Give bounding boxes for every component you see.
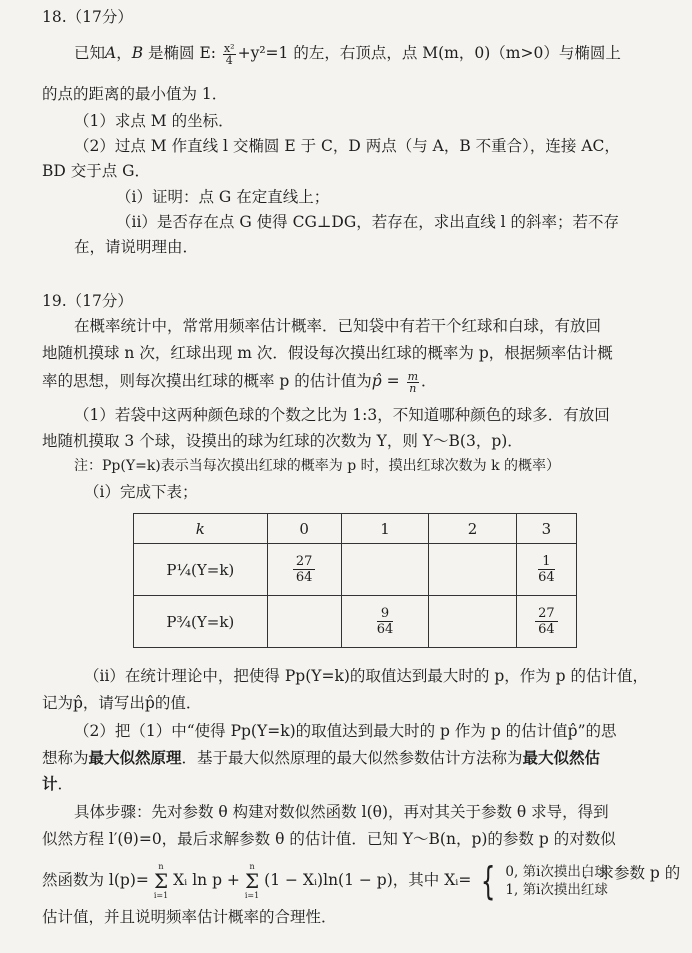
term-max-likelihood-estimation: 最大似然估 [522, 748, 601, 767]
q19-note: 注：Pp(Y=k)表示当每次摸出红球的概率为 p 时，摸出红球次数为 k 的概率） [74, 458, 561, 474]
row-label-p-three-quarter: P¾(Y=k) [134, 596, 268, 648]
q19-steps-line1: 具体步骤：先对参数 θ 构建对数似然函数 l(θ)，再对其关于参数 θ 求导，得到 [74, 803, 609, 821]
m-over-n-fraction: $\frac{m}{n}$ [407, 369, 418, 395]
table-cell: $\frac{27}{64}$ [267, 544, 341, 596]
table-cell: $\frac{27}{64}$ [516, 596, 576, 648]
table-header-cell: 0 [267, 514, 341, 544]
indicator-cases: 0, 第i次摸出白球 1, 第i次摸出红球 [505, 864, 608, 898]
q19-number: 19.（17分） [42, 292, 133, 310]
q19-part1-ii-line2: 记为p̂，请写出p̂的值． [42, 694, 202, 712]
summation-symbol: n Σ i=1 [153, 862, 169, 900]
table-row [134, 596, 577, 648]
q19-part1-ii-line1: （ii）在统计理论中，把使得 Pp(Y=k)的取值达到最大时的 p，作为 p 的估计值， [84, 667, 649, 685]
left-brace-icon: { [481, 859, 496, 903]
row-label-p-quarter: P¼(Y=k) [134, 544, 268, 596]
table-header-k: k [134, 514, 268, 544]
table-cell: $\frac{9}{64}$ [341, 596, 429, 648]
q18-number: 18.（17分） [42, 8, 133, 26]
term-max-likelihood-principle: 最大似然原理 [88, 748, 182, 767]
q19-line1: 在概率统计中，常常用频率估计概率．已知袋中有若干个红球和白球，有放回 [74, 317, 602, 335]
q18-line1: 已知A，B 是椭圆 E: $\frac{\text{x²}}{4}$ +y²=1 的左，右顶点，点 M(m，0)（m>0）与椭圆上 [74, 41, 621, 67]
table-header-cell: 2 [429, 514, 516, 544]
table-cell-empty [429, 544, 516, 596]
q18-part1: （1）求点 M 的坐标． [74, 112, 234, 130]
q19-line3: 率的思想，则每次摸出红球的概率 p 的估计值为p̂ = $\frac{m}{n}$ ． [42, 369, 437, 395]
probability-table [133, 513, 577, 648]
q18-part2-ii-cont: 在，请说明理由． [74, 238, 199, 256]
q19-part2-line2: 想称为最大似然原理．基于最大似然原理的最大似然参数估计方法称为最大似然估 [42, 748, 601, 767]
table-header-cell: 1 [341, 514, 429, 544]
summation-symbol: n Σ i=1 [244, 862, 260, 900]
q19-part1-i: （i）完成下表； [84, 483, 198, 501]
q18-part2: （2）过点 M 作直线 l 交椭圆 E 于 C，D 两点（与 A，B 不重合），连接 AC， [74, 137, 620, 155]
q18-part2-i: （i）证明：点 G 在定直线上； [116, 188, 330, 206]
table-header-row [134, 514, 577, 544]
q18-part2-cont: BD 交于点 G． [42, 162, 151, 180]
q19-part2-line1: （2）把（1）中“使得 Pp(Y=k)的取值达到最大时的 p 作为 p 的估计值p̂”的思 [74, 722, 617, 740]
q19-steps-line4: 估计值，并且说明频率估计概率的合理性． [42, 908, 337, 926]
table-header-cell: 3 [516, 514, 576, 544]
q19-steps-line3-end: ．求参数 p 的 [583, 864, 681, 882]
q18-part2-ii: （ii）是否存在点 G 使得 CG⊥DG，若存在，求出直线 l 的斜率；若不存 [116, 213, 620, 231]
q18-line2: 的点的距离的最小值为 1． [42, 85, 228, 103]
table-cell-empty [429, 596, 516, 648]
q19-part1-line2: 地随机摸取 3 个球，设摸出的球为红球的次数为 Y，则 Y～B(3，p)． [42, 432, 523, 450]
table-cell: $\frac{1}{64}$ [516, 544, 576, 596]
ellipse-fraction: $\frac{\text{x²}}{4}$ [223, 41, 235, 67]
q19-steps-line2: 似然方程 l′(θ)=0，最后求解参数 θ 的估计值．已知 Y～B(n，p)的参数 p 的对数似 [42, 830, 616, 848]
q19-part2-line3: 计． [42, 774, 74, 793]
q19-part1-line1: （1）若袋中这两种颜色球的个数之比为 1:3，不知道哪种颜色的球多．有放回 [74, 406, 610, 424]
table-cell-empty [267, 596, 341, 648]
table-cell-empty [341, 544, 429, 596]
q19-steps-line3: 然函数为 l(p)= n Σ i=1 Xᵢ ln p + n Σ i=1 (1 − Xᵢ)ln(1 − p)，其中 Xᵢ= { 0, 第i次摸出白球 1, 第i次摸出红球 [42, 859, 608, 903]
table-row [134, 544, 577, 596]
q19-line2: 地随机摸球 n 次，红球出现 m 次．假设每次摸出红球的概率为 p，根据频率估计概 [42, 344, 613, 362]
